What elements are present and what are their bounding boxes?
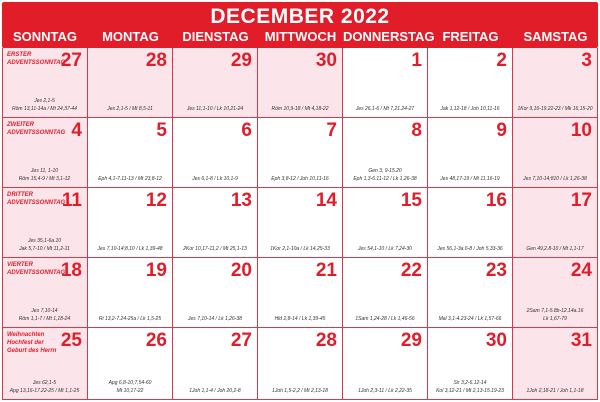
- day-number: 19: [145, 260, 167, 281]
- feast-label: DRITTER ADVENTSSONNTAG: [7, 192, 66, 206]
- day-number: 1: [411, 50, 422, 71]
- weekday-header-6: FREITAG: [442, 29, 499, 44]
- reading-line: Eph 3,8-12 / Joh 10,11-16: [271, 176, 329, 182]
- reading-line: Apg 13,16-17.22-25 / Mt 1,1-25: [9, 388, 80, 394]
- reading-line: 1Kor 9,16-19.22-23 / Mk 16,15-20: [517, 106, 593, 112]
- day-number: 17: [570, 190, 592, 211]
- reading-line: Jes 54,1-10 / Lk 7,24-30: [358, 246, 412, 252]
- day-number: 25: [60, 330, 82, 351]
- day-number: 29: [400, 330, 422, 351]
- day-number: 30: [315, 50, 337, 71]
- reading-line: Mal 3,1-4.23-24 / Lk 1,57-66: [438, 316, 502, 322]
- weekday-header-5: DONNERSTAG: [343, 29, 435, 44]
- reading-line: Jes 6,1-8 / Lk 10,1-9: [192, 176, 238, 182]
- feast-label: ERSTER ADVENTSSONNTAG: [7, 52, 66, 66]
- reading-line: Gen 3, 9-15.20: [368, 168, 402, 174]
- reading-line: Jes 2,1-5: [34, 98, 55, 104]
- weekday-header-7: SAMSTAG: [523, 29, 588, 44]
- reading-line: Jes 11,1-10 / Lk 10,21-24: [186, 106, 244, 112]
- reading-line: Mt 10,17-22: [116, 388, 144, 394]
- feast-label: VIERTER ADVENTSSONNTAG: [7, 262, 66, 276]
- reading-line: Kol 3,12-21 / Mt 2,13-15.19-23: [436, 388, 504, 394]
- weekday-header-2: MONTAG: [102, 29, 159, 44]
- day-number: 26: [145, 330, 167, 351]
- day-number: 21: [315, 260, 337, 281]
- day-number: 8: [411, 120, 422, 141]
- reading-line: Röm 1,1-7 / Mt 1,18-24: [18, 316, 71, 322]
- reading-line: Jes 2,1-5 / Mt 8,5-11: [107, 106, 153, 112]
- reading-line: Jes 48,17-19 / Mt 11,16-19: [440, 176, 500, 182]
- day-number: 11: [61, 190, 82, 211]
- reading-line: Lk 1,67-79: [543, 316, 567, 322]
- day-number: 28: [145, 50, 167, 71]
- reading-line: Ri 13,2-7.24-25a / Lk 1,5-25: [98, 316, 162, 322]
- day-number: 5: [156, 120, 167, 141]
- reading-line: Jak 5,7-10 / Mt 11,2-11: [19, 246, 70, 252]
- day-number: 27: [60, 50, 82, 71]
- reading-line: 1Joh 2,3-11 / Lk 2,22-35: [358, 388, 412, 394]
- day-number: 24: [570, 260, 592, 281]
- reading-line: Jes 7,10-14: [31, 308, 58, 314]
- reading-line: Hld 2,8-14 / Lk 1,39-45: [274, 316, 326, 322]
- reading-line: 1Joh 1,5-2,2 / Mt 2,13-18: [272, 388, 328, 394]
- day-number: 14: [315, 190, 337, 211]
- reading-line: 1Sam 1,24-28 / Lk 1,46-56: [355, 316, 415, 322]
- reading-line: Jes 7,10-14;810 / Lk 1,26-38: [523, 176, 587, 182]
- reading-line: 1Kor 2,1-10a / Lk 14,25-33: [270, 246, 330, 252]
- weekday-header-3: DIENSTAG: [182, 29, 249, 44]
- reading-line: Gen 49,2.8-10 / Mt 1,1-17: [526, 246, 584, 252]
- day-number: 22: [400, 260, 422, 281]
- day-number: 6: [241, 120, 252, 141]
- feast-label: ZWEITER ADVENTSSONNTAG: [7, 122, 66, 136]
- reading-line: Röm 15,4-9 / Mt 3,1-12: [18, 176, 71, 182]
- reading-line: Jes 56,1-3a.6-8 / Joh 5,33-36: [437, 246, 503, 252]
- reading-line: Röm 10,9-18 / Mt 4,18-22: [271, 106, 329, 112]
- feast-label: Weihnachten Hochfest der Geburt des Herrn: [7, 332, 57, 354]
- day-number: 20: [230, 260, 252, 281]
- day-number: 2: [496, 50, 507, 71]
- day-number: 18: [60, 260, 82, 281]
- reading-line: Eph 4,1-7.11-13 / Mt 23,8-12: [98, 176, 162, 182]
- day-number: 15: [400, 190, 422, 211]
- reading-line: Jes 11, 1-10: [30, 168, 59, 174]
- day-number: 28: [315, 330, 337, 351]
- weekday-header-4: MITTWOCH: [264, 29, 337, 44]
- reading-line: Sir 3,2-6.12-14: [453, 380, 487, 386]
- reading-line: 1Joh 1,1-4 / Joh 20,2-8: [189, 388, 241, 394]
- reading-line: 2Sam 7,1-5.8b-12.14a.16: [526, 308, 584, 314]
- reading-line: Jes 26,1-6 / Mt 7,21.24-27: [355, 106, 415, 112]
- day-number: 27: [230, 330, 252, 351]
- day-number: 12: [145, 190, 167, 211]
- reading-line: Apg 6,8-10;7,54-60: [108, 380, 152, 386]
- day-number: 10: [570, 120, 592, 141]
- day-number: 4: [71, 120, 82, 141]
- day-number: 13: [230, 190, 252, 211]
- day-number: 3: [581, 50, 592, 71]
- calendar-title: DECEMBER 2022: [210, 5, 390, 28]
- reading-line: Röm 13,11-14a / Mt 24,37-44: [12, 106, 77, 112]
- calendar-frame: [2, 48, 598, 400]
- day-number: 23: [485, 260, 507, 281]
- reading-line: 1Joh 2,18-21 / Joh 1,1-18: [526, 388, 584, 394]
- day-number: 29: [230, 50, 252, 71]
- reading-line: Jes 7,10-14;8,10 / Lk 1,39-48: [97, 246, 163, 252]
- reading-line: 2Kor 10,17-11,2 / Mt 25,1-13: [183, 246, 247, 252]
- day-number: 31: [570, 330, 592, 351]
- reading-line: Jak 1,12-18 / Joh 10,11-16: [440, 106, 500, 112]
- day-number: 9: [496, 120, 507, 141]
- reading-line: Jes 62,1-5: [32, 380, 57, 386]
- day-number: 16: [485, 190, 507, 211]
- reading-line: Eph 1,3-6.11-12 / Lk 1,26-38: [353, 176, 417, 182]
- reading-line: Jes 7,10-14 / Lk 1,26-38: [188, 316, 242, 322]
- reading-line: Jes 35,1-6a.10: [27, 238, 62, 244]
- day-number: 30: [485, 330, 507, 351]
- weekday-header-1: SONNTAG: [12, 29, 78, 44]
- day-number: 7: [326, 120, 337, 141]
